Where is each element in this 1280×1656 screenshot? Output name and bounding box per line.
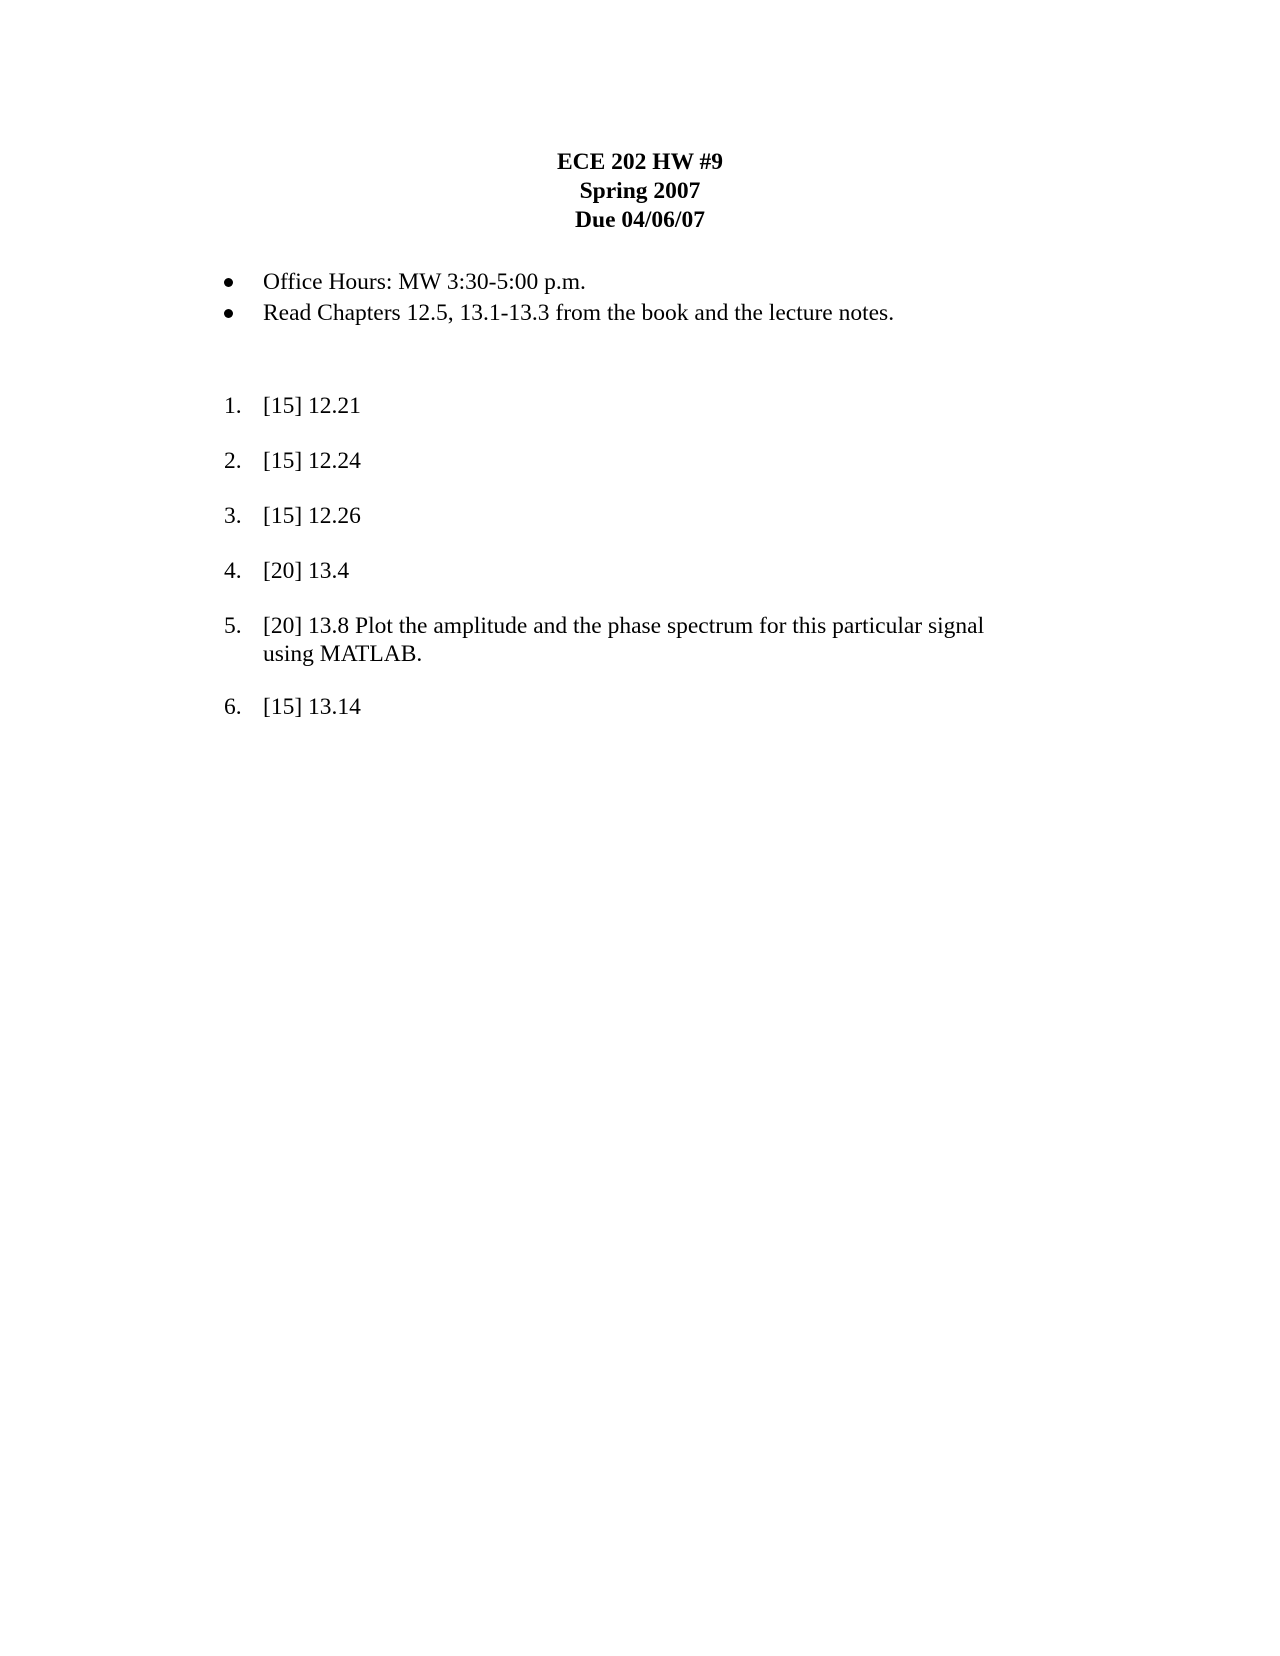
problem-text: [20] 13.8 Plot the amplitude and the phase spectrum for this particular signal: [263, 613, 985, 639]
bullet-icon: [224, 309, 233, 318]
problem-number: 4.: [224, 558, 242, 584]
due-date: Due 04/06/07: [575, 207, 705, 233]
problem-text: [15] 12.21: [263, 393, 361, 419]
problem-text-block: [263, 612, 1043, 668]
list-item: [0, 298, 1280, 329]
problem-number: 5.: [224, 613, 242, 639]
bullet-icon: [224, 278, 233, 287]
problem-number: 1.: [224, 393, 242, 419]
problem-text: [20] 13.4: [263, 558, 350, 584]
list-item: [0, 267, 1280, 298]
notes-list: [0, 267, 1280, 329]
homework-title: ECE 202 HW #9: [556, 149, 724, 175]
office-hours-note: Office Hours: MW 3:30-5:00 p.m.: [263, 269, 586, 295]
reading-note: Read Chapters 12.5, 13.1-13.3 from the book and the lecture notes.: [263, 300, 895, 326]
problem-text: [15] 12.24: [263, 448, 361, 474]
document-header: [0, 148, 1280, 235]
problem-text: [15] 12.26: [263, 503, 361, 529]
problem-number: 2.: [224, 448, 242, 474]
problem-text: [15] 13.14: [263, 694, 361, 720]
semester-label: Spring 2007: [579, 178, 701, 204]
problem-number: 3.: [224, 503, 242, 529]
problem-text-continued: using MATLAB.: [263, 641, 423, 667]
problem-number: 6.: [224, 694, 242, 720]
